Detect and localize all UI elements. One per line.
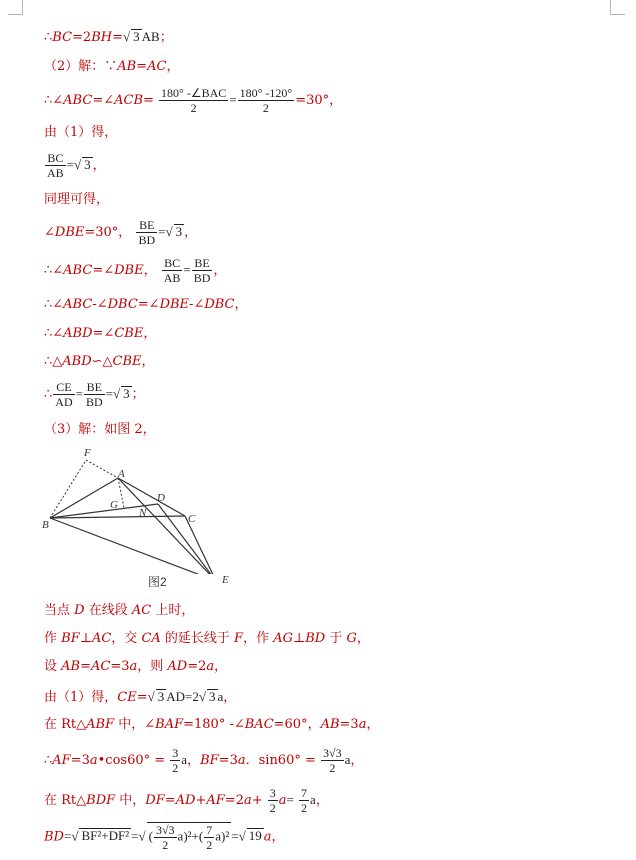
label-D: D (157, 492, 165, 504)
fraction: $\frac{BE}{BD}$ (85, 380, 103, 409)
line-17: 由（1）得，CE=√ 3 AD=2√ 3 a， (44, 689, 237, 705)
segment-FA (86, 460, 118, 478)
label-A: A (118, 468, 125, 480)
segment-AE (118, 478, 216, 574)
line-14: 当点 D 在线段 AC 上时， (44, 603, 195, 618)
segment-BA (50, 478, 118, 518)
label-F: F (84, 447, 91, 459)
fraction: $\frac{3√3}{2}$ (155, 823, 175, 852)
line-20: 在 Rt△BDF 中，DF=AD+AF=2a+ $\frac{3}{2}$ a= $\frac{7}{2}$ a， (44, 786, 329, 815)
segment-BC (50, 516, 185, 518)
line-16: 设 AB=AC=3a，则 AD=2a， (44, 659, 228, 674)
line-6: 同理可得， (44, 192, 110, 207)
fraction: $\frac{7}{2}$ (206, 823, 213, 852)
page-corner-mark-right (610, 0, 625, 15)
line-15: 作 BF⊥AC，交 CA 的延长线于 F，作 AG⊥BD 于 G， (44, 631, 370, 646)
fraction: $\frac{7}{2}$ (301, 786, 308, 815)
fraction: $\frac{BE}{BD}$ (193, 256, 211, 285)
line-21: BD=√ BF²+DF² =√ ( $\frac{3√3}{2}$ a)²+( $\frac{7}{2}$ a)² =√ 19 a， (44, 823, 285, 852)
page-corner-mark-left (8, 0, 23, 15)
fraction: $\frac{3}{2}$ (269, 786, 276, 815)
segment-BE (50, 518, 216, 574)
big-radical: ( $\frac{3√3}{2}$ a)²+( $\frac{7}{2}$ a)² (148, 823, 230, 852)
line-4: 由（1）得， (44, 125, 118, 140)
line-12: ∴ $\frac{CE}{AD}$ = $\frac{BE}{BD}$ =√ 3 ； (44, 380, 145, 409)
label-E: E (222, 574, 229, 586)
line-18: 在 Rt△ABF 中，∠BAF=180° -∠BAC=60°，AB=3a， (44, 717, 380, 732)
line-5: $\frac{BC}{AB}$ =√ 3 ， (47, 151, 106, 180)
line-11: ∴△ABD∽△CBE， (44, 354, 155, 369)
label-N: N (139, 507, 147, 519)
fraction: $\frac{CE}{AD}$ (55, 380, 73, 409)
fraction: $\frac{3}{2}$ (172, 746, 179, 775)
line-19: ∴AF=3a•cos60° = $\frac{3}{2}$ a，BF=3a．sin60° = $\frac{3√3}{2}$ a， (44, 746, 364, 775)
segment-BF (50, 460, 86, 518)
label-G: G (110, 499, 118, 511)
line-1: ∴BC=2BH=√ 3 AB； (44, 29, 173, 45)
line-2: （2）解：∵AB=AC， (44, 59, 180, 74)
line-9: ∴∠ABC-∠DBC=∠DBE-∠DBC， (44, 297, 248, 312)
fraction: $\frac{BE}{BD}$ (138, 218, 156, 247)
label-C: C (188, 513, 196, 525)
line-13: （3）解：如图 2， (44, 422, 156, 437)
line-10: ∴∠ABD=∠CBE， (44, 326, 157, 341)
line-3: ∴∠ABC=∠ACB= $\frac{\text{180° -∠BAC}}{2}$ = $\frac{180^\circ -120^\circ}{2}$ =30°， (44, 86, 343, 115)
fraction: $\frac{3√3}{2}$ (323, 746, 342, 775)
segment-AC (118, 478, 185, 516)
line-8: ∴∠ABC=∠DBE， $\frac{BC}{AB}$ = $\frac{BE}{BD}$ ， (44, 256, 227, 285)
label-B: B (42, 519, 49, 531)
fraction: $\frac{180^\circ -120^\circ}{2}$ (239, 86, 293, 115)
fraction: $\frac{\text{180° -∠BAC}}{2}$ (161, 86, 227, 115)
fraction: $\frac{BC}{AB}$ (47, 151, 64, 180)
line-7: ∠DBE=30°， $\frac{BE}{BD}$ =√ 3 ， (44, 218, 198, 247)
geometry-figure (40, 444, 240, 574)
fraction: $\frac{BC}{AB}$ (163, 256, 181, 285)
figure-caption: 图2 (148, 575, 167, 589)
